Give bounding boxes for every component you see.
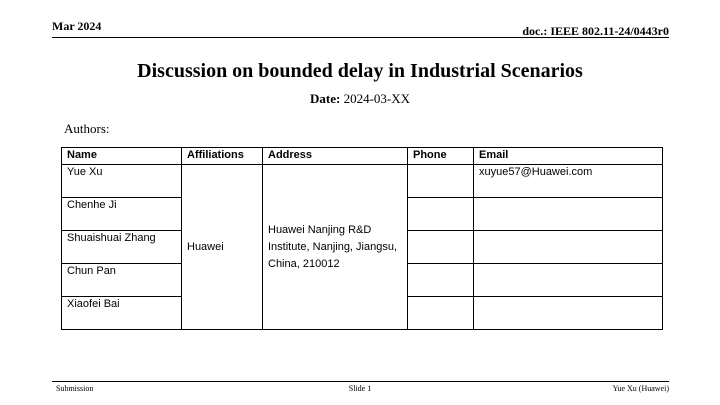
footer-slide-number: Slide 1 bbox=[348, 384, 372, 393]
phone-cell bbox=[408, 297, 474, 330]
header-date: Mar 2024 bbox=[52, 19, 102, 33]
table-row bbox=[62, 165, 663, 198]
phone-cell bbox=[408, 198, 474, 231]
header-doc-id: doc.: IEEE 802.11-24/0443r0 bbox=[522, 24, 669, 38]
author-name: Chun Pan bbox=[62, 264, 182, 297]
email-cell bbox=[474, 264, 663, 297]
phone-cell bbox=[408, 165, 474, 198]
affiliation-cell: Huawei bbox=[182, 165, 263, 330]
address-cell: Huawei Nanjing R&D Institute, Nanjing, Jiangsu, China, 210012 bbox=[263, 165, 408, 330]
col-header-affiliations: Affiliations bbox=[182, 148, 263, 165]
author-name: Chenhe Ji bbox=[62, 198, 182, 231]
phone-cell bbox=[408, 231, 474, 264]
footer-rule bbox=[52, 381, 669, 382]
col-header-name: Name bbox=[62, 148, 182, 165]
email-cell bbox=[474, 198, 663, 231]
footer-author: Yue Xu (Huawei) bbox=[612, 384, 669, 393]
email-cell bbox=[474, 231, 663, 264]
header-rule bbox=[52, 37, 669, 38]
col-header-email: Email bbox=[474, 148, 663, 165]
authors-table bbox=[61, 147, 663, 330]
author-name: Xiaofei Bai bbox=[62, 297, 182, 330]
date-label: Date: bbox=[309, 91, 341, 106]
slide-title: Discussion on bounded delay in Industrial Scenarios bbox=[137, 60, 583, 82]
date-line bbox=[0, 91, 720, 107]
col-header-address: Address bbox=[263, 148, 408, 165]
footer-submission: Submission bbox=[56, 384, 94, 393]
authors-label: Authors: bbox=[64, 121, 110, 136]
email-cell: xuyue57@Huawei.com bbox=[474, 165, 663, 198]
date-value: 2024-03-XX bbox=[343, 91, 410, 106]
table-header-row bbox=[62, 148, 663, 165]
col-header-phone: Phone bbox=[408, 148, 474, 165]
author-name: Yue Xu bbox=[62, 165, 182, 198]
author-name: Shuaishuai Zhang bbox=[62, 231, 182, 264]
email-cell bbox=[474, 297, 663, 330]
phone-cell bbox=[408, 264, 474, 297]
